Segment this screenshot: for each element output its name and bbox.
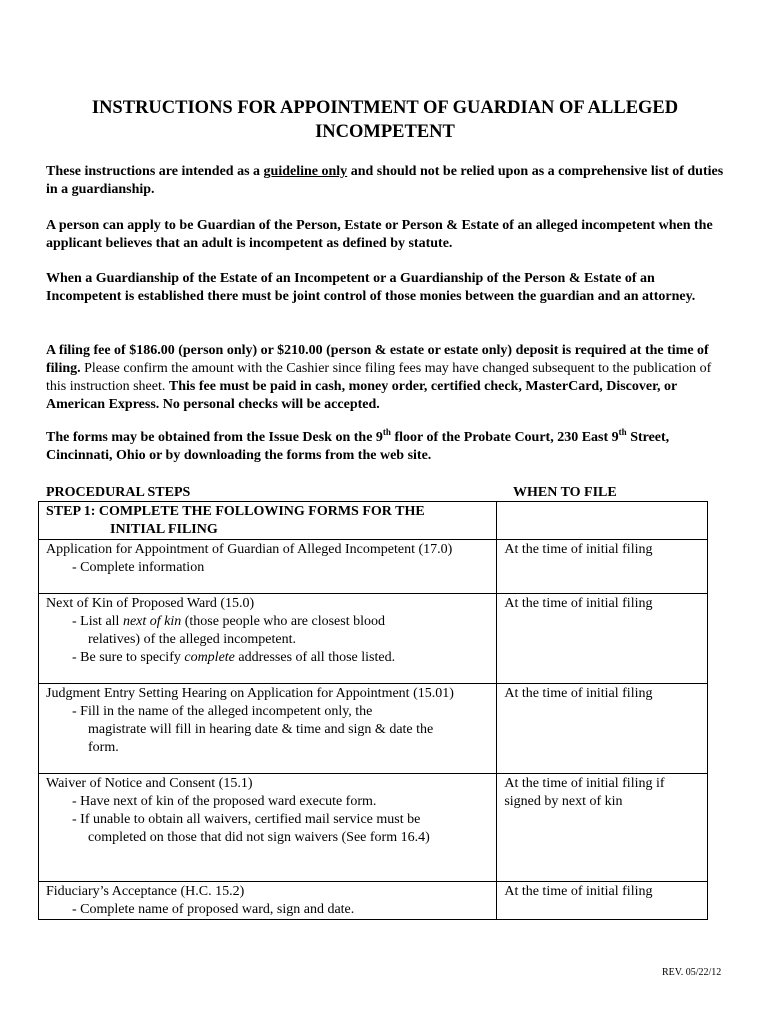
form-name: Application for Appointment of Guardian of Alleged Incompetent (17.0): [46, 542, 453, 557]
when-to-file-value: At the time of initial filing: [504, 884, 653, 899]
table-row: [39, 594, 708, 684]
step-1-heading: STEP 1: COMPLETE THE FOLLOWING FORMS FOR THE INITIAL FILING: [46, 504, 425, 537]
table-row: [39, 774, 708, 882]
form-instruction: relatives) of the alleged incompetent.: [88, 632, 296, 647]
forms-location-paragraph: [46, 429, 726, 465]
ordinal-suffix: th: [618, 427, 627, 437]
form-name: Waiver of Notice and Consent (15.1): [46, 776, 253, 791]
filing-fee-paragraph: [46, 342, 726, 414]
title-line-2: INCOMPETENT: [315, 122, 455, 142]
when-to-file-header: WHEN TO FILE: [513, 485, 617, 500]
form-instruction: - Complete name of proposed ward, sign and date.: [72, 902, 355, 917]
form-instruction: - Have next of kin of the proposed ward execute form.: [72, 794, 377, 809]
form-instruction: completed on those that did not sign waivers (See form 16.4): [88, 830, 430, 845]
form-name: Next of Kin of Proposed Ward (15.0): [46, 596, 255, 611]
payment-methods-text: This fee must be paid in cash, money order, certified check, MasterCard, Discover, or American Express. No personal checks will be accepted.: [46, 379, 677, 412]
when-to-file-value: At the time of initial filing: [504, 686, 653, 701]
form-instruction: - Complete information: [72, 560, 205, 575]
when-to-file-value: At the time of initial filing: [504, 542, 653, 557]
disclaimer-paragraph: [46, 163, 726, 199]
form-instruction: magistrate will fill in hearing date & time and sign & date the: [88, 722, 434, 737]
eligibility-paragraph: A person can apply to be Guardian of the Person, Estate or Person & Estate of an alleged incompetent when the applicant believes that an adult is incompetent as defined by statute.: [46, 218, 713, 251]
disclaimer-text: These instructions are intended as a: [46, 164, 264, 179]
forms-location-text: The forms may be obtained from the Issue Desk on the 9: [46, 430, 383, 445]
when-to-file-value: At the time of initial filing: [504, 596, 653, 611]
procedural-steps-header: PROCEDURAL STEPS: [46, 485, 191, 500]
when-to-file-value: At the time of initial filing if signed by next of kin: [504, 776, 665, 809]
form-instruction: form.: [88, 740, 119, 755]
form-instruction: - Fill in the name of the alleged incompetent only, the: [72, 704, 373, 719]
filing-fee-text: A filing fee of $186.00 (person only) or $210.00 (person & estate or estate only) deposit is required at the time of filing.: [46, 343, 709, 376]
page-title: [40, 96, 730, 144]
form-name: Judgment Entry Setting Hearing on Application for Appointment (15.01): [46, 686, 454, 701]
table-row: [39, 540, 708, 594]
revision-date: REV. 05/22/12: [662, 967, 722, 978]
procedural-steps-table: [38, 501, 708, 920]
disclaimer-text-end: and should not be relied upon as a comprehensive list of duties in a guardianship.: [46, 164, 724, 197]
forms-location-text-3: Street, Cincinnati, Ohio or by downloading the forms from the web site.: [46, 430, 670, 463]
table-row: [39, 882, 708, 920]
joint-control-paragraph: When a Guardianship of the Estate of an Incompetent or a Guardianship of the Person & Estate of an Incompetent is established there must be joint control of those monies between the guardian and an attorney.: [46, 271, 696, 304]
forms-location-text-2: floor of the Probate Court, 230 East 9: [390, 430, 619, 445]
table-row: [39, 684, 708, 774]
form-instruction: - If unable to obtain all waivers, certified mail service must be: [72, 812, 421, 827]
table-row: [39, 502, 708, 540]
guideline-emphasis: guideline only: [263, 164, 348, 179]
form-name: Fiduciary’s Acceptance (H.C. 15.2): [46, 884, 245, 899]
title-line-1: INSTRUCTIONS FOR APPOINTMENT OF GUARDIAN OF ALLEGED: [91, 98, 679, 118]
form-instruction: - List all next of kin (those people who are closest blood: [72, 614, 385, 629]
ordinal-suffix: th: [382, 427, 391, 437]
filing-fee-note: Please confirm the amount with the Cashier since filing fees may have changed subsequent to the publication of this instruction sheet.: [46, 361, 712, 394]
form-instruction: - Be sure to specify complete addresses of all those listed.: [72, 650, 396, 665]
